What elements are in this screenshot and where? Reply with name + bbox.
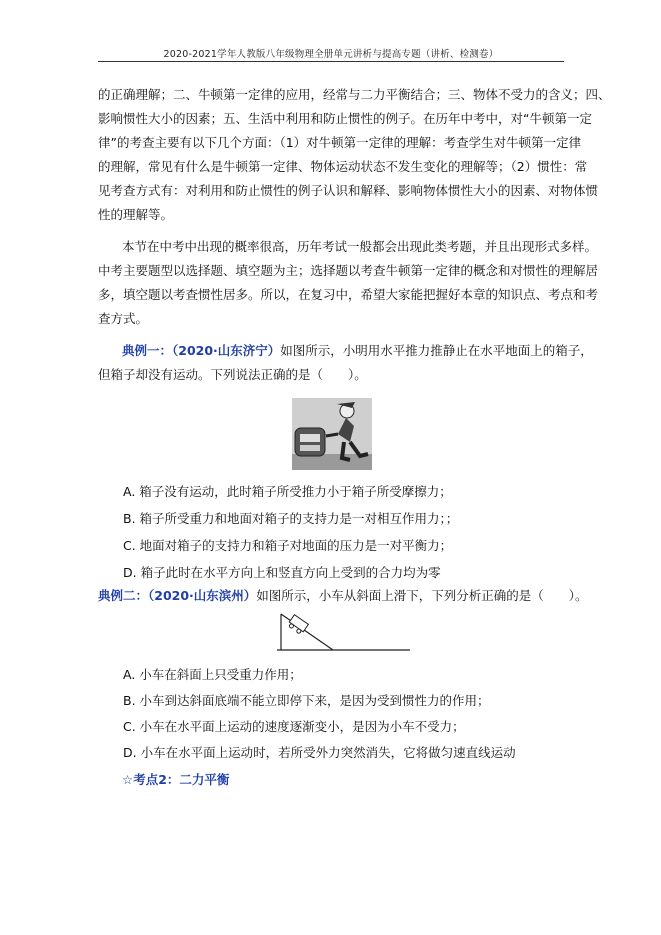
paragraph2-line: 多，填空题以考查惯性居多。所以，在复习中，希望大家能把握好本章的知识点、考点和考 — [98, 287, 599, 302]
example2-option-a: A. 小车在斜面上只受重力作用； — [123, 667, 302, 682]
paragraph1-line: 律”的考查主要有以下几个方面：（1）对牛顿第一定律的理解：考查学生对牛顿第一定律 — [98, 135, 582, 150]
header-rule — [98, 61, 564, 62]
paragraph1-line: 性的理解等。 — [98, 207, 174, 222]
example1-option-b: B. 箱子所受重力和地面对箱子的支持力是一对相互作用力；； — [123, 511, 459, 526]
paragraph1-line: 的正确理解；二、牛顿第一定律的应用，经常与二力平衡结合；三、物体不受力的含义；四、 — [98, 87, 611, 102]
paragraph2-line: 本节在中考中出现的概率很高，历年考试一般都会出现此类考题，并且出现形式多样。 — [122, 239, 598, 254]
figure-incline-cart — [275, 612, 410, 654]
example2-option-c: C. 小车在水平面上运动的速度逐渐变小，是因为小车不受力； — [123, 719, 465, 734]
page-header: 2020-2021学年人教版八年级物理全册单元讲析与提高专题（讲析、检测卷） — [163, 49, 499, 60]
example1-question — [122, 342, 593, 360]
example1-option-c: C. 地面对箱子的支持力和箱子对地面的压力是一对平衡力； — [123, 538, 453, 553]
paragraph1-line: 影响惯性大小的因素；五、生活中利用和防止惯性的例子。在历年中考中，对“牛顿第一定 — [98, 111, 592, 126]
example2-option-d: D. 小车在水平面上运动时，若所受外力突然消失，它将做匀速直线运动 — [123, 745, 516, 760]
figure-pushing-box — [292, 398, 372, 470]
example2-question — [98, 587, 588, 605]
example1-question-text: 如图所示，小明用水平推力推静止在水平地面上的箱子， — [280, 343, 593, 358]
keypoint-heading: ☆考点2：二力平衡 — [122, 772, 230, 787]
paragraph1-line: 的理解，常见有什么是牛顿第一定律、物体运动状态不发生变化的理解等；（2）惯性：常 — [98, 159, 588, 174]
example2-label: 典例二：（2020·山东滨州） — [98, 588, 257, 603]
example1-label: 典例一：（2020·山东济宁） — [122, 343, 281, 358]
paragraph2-line: 查方式。 — [98, 311, 149, 326]
example1-question-cont: 但箱子却没有运动。下列说法正确的是（ ）。 — [98, 367, 367, 382]
example1-option-d: D. 箱子此时在水平方向上和竖直方向上受到的合力均为零 — [123, 565, 441, 580]
example2-option-b: B. 小车到达斜面底端不能立即停下来，是因为受到惯性力的作用； — [123, 693, 490, 708]
paragraph1-line: 见考查方式有：对利用和防止惯性的例子认识和解释、影响物体惯性大小的因素、对物体惯 — [98, 183, 599, 198]
paragraph2-line: 中考主要题型以选择题、填空题为主；选择题以考查牛顿第一定律的概念和对惯性的理解居 — [98, 263, 599, 278]
example2-question-text: 如图所示，小车从斜面上滑下，下列分析正确的是（ ）。 — [256, 588, 588, 603]
example1-option-a: A. 箱子没有运动，此时箱子所受推力小于箱子所受摩擦力； — [123, 484, 452, 499]
